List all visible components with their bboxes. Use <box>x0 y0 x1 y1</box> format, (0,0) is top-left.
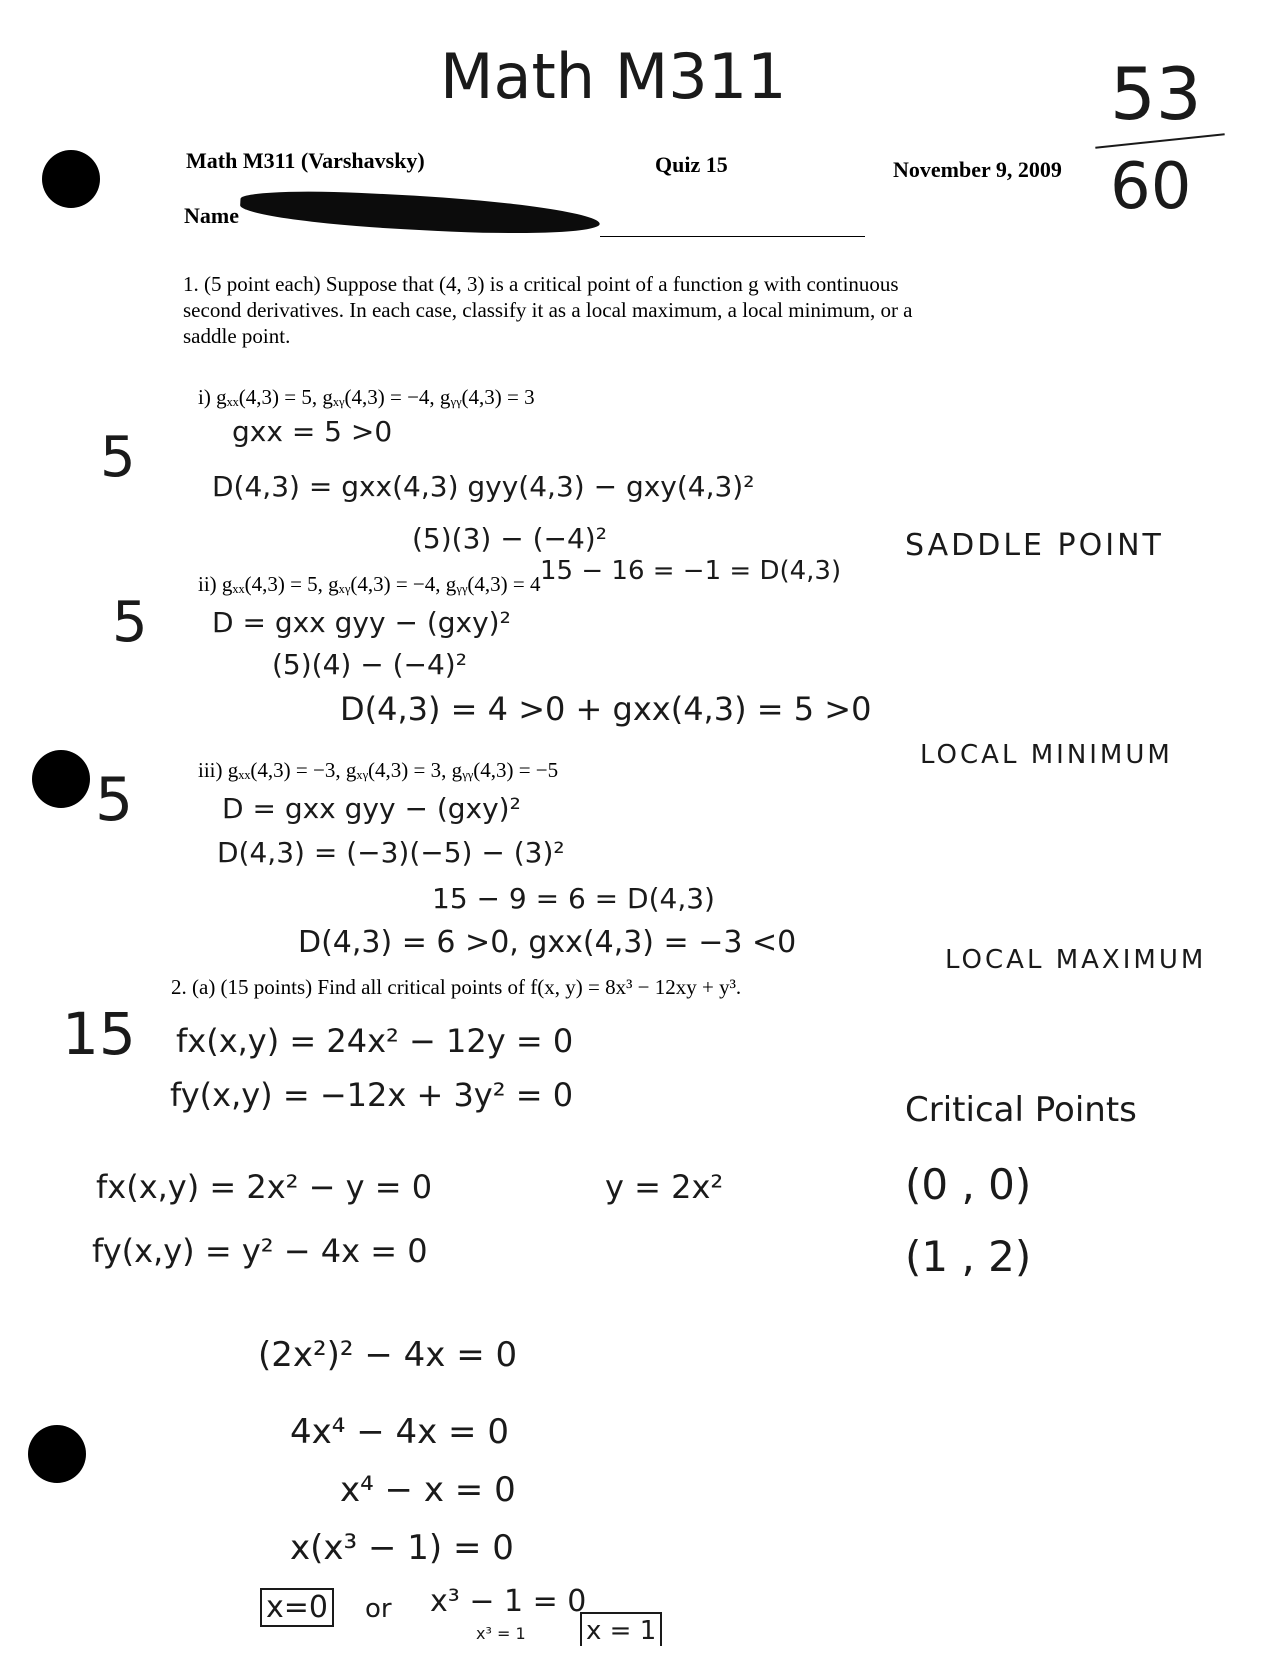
name-redaction <box>239 187 600 240</box>
q2-work-x-cubed: x³ = 1 <box>476 1624 526 1643</box>
score-total: 60 <box>1110 150 1192 224</box>
punch-hole-middle <box>32 750 90 808</box>
q1-part-ii-work-1: D = gxx gyy − (gxy)² <box>212 606 511 639</box>
name-line <box>600 236 865 237</box>
q1-part-ii-work-2: (5)(4) − (−4)² <box>272 648 467 681</box>
quiz-number: Quiz 15 <box>655 152 728 177</box>
punch-hole-top <box>42 150 100 208</box>
q1-prompt-line-3: saddle point. <box>183 324 291 348</box>
q1-part-i-work-3: (5)(3) − (−4)² <box>412 522 607 555</box>
q1-part-iii-work-4: D(4,3) = 6 >0, gxx(4,3) = −3 <0 <box>298 925 797 960</box>
q2-work-y-equals: y = 2x² <box>605 1168 724 1206</box>
q1-part-iii-answer: LOCAL MAXIMUM <box>945 945 1207 975</box>
q1-part-i-work-2: D(4,3) = gxx(4,3) gyy(4,3) − gxy(4,3)² <box>212 470 755 503</box>
q1-part-i-statement: i) gₓₓ(4,3) = 5, gₓᵧ(4,3) = −4, gᵧᵧ(4,3) = 3 <box>198 385 535 409</box>
q1-part-ii-statement: ii) gₓₓ(4,3) = 5, gₓᵧ(4,3) = −4, gᵧᵧ(4,3) = 4 <box>198 572 541 596</box>
handwritten-title: Math M311 <box>440 40 787 113</box>
q1-part-i-work-4: 15 − 16 = −1 = D(4,3) <box>540 556 842 586</box>
critical-point-2: (1 , 2) <box>905 1232 1032 1281</box>
q2-work-factor: x(x³ − 1) = 0 <box>290 1528 514 1568</box>
critical-points-label: Critical Points <box>905 1090 1137 1130</box>
course-title: Math M311 (Varshavsky) <box>186 148 425 173</box>
q2-work-fx-2: fx(x,y) = 2x² − y = 0 <box>96 1168 433 1206</box>
q2-work-simplify: x⁴ − x = 0 <box>340 1470 516 1510</box>
q1-part-ii-work-3: D(4,3) = 4 >0 + gxx(4,3) = 5 >0 <box>340 690 872 728</box>
q2-work-fy-2: fy(x,y) = y² − 4x = 0 <box>92 1232 428 1270</box>
q2-solution-x-zero: x=0 <box>260 1588 334 1627</box>
q2-solution-x-one: x = 1 <box>580 1612 662 1646</box>
q2-work-fx-1: fx(x,y) = 24x² − 12y = 0 <box>176 1022 574 1060</box>
q1-part-iii-work-2: D(4,3) = (−3)(−5) − (3)² <box>217 836 565 869</box>
q2-work-substitute: (2x²)² − 4x = 0 <box>258 1335 518 1375</box>
q1-part-i-work-1: gxx = 5 >0 <box>232 415 393 448</box>
score-earned: 53 <box>1110 52 1202 136</box>
q2-work-or: or <box>365 1594 392 1624</box>
q2-work-fy-1: fy(x,y) = −12x + 3y² = 0 <box>170 1076 574 1114</box>
q1-part-i-answer: SADDLE POINT <box>905 528 1164 563</box>
q2-score: 15 <box>62 1000 136 1068</box>
name-label: Name <box>184 203 239 228</box>
q1-part-iii-work-1: D = gxx gyy − (gxy)² <box>222 792 521 825</box>
q1-prompt-line-1: 1. (5 point each) Suppose that (4, 3) is a critical point of a function g with continuous <box>183 272 899 296</box>
q1-part-ii-answer: LOCAL MINIMUM <box>920 740 1173 770</box>
quiz-date: November 9, 2009 <box>893 157 1062 182</box>
q1-part-i-score: 5 <box>100 425 136 490</box>
q2-prompt: 2. (a) (15 points) Find all critical points of f(x, y) = 8x³ − 12xy + y³. <box>171 975 742 999</box>
q2-work-expand: 4x⁴ − 4x = 0 <box>290 1412 509 1452</box>
q1-part-ii-score: 5 <box>112 590 148 655</box>
q1-part-iii-statement: iii) gₓₓ(4,3) = −3, gₓᵧ(4,3) = 3, gᵧᵧ(4,3) = −5 <box>198 758 559 782</box>
q1-part-iii-score: 5 <box>95 765 134 835</box>
punch-hole-bottom <box>28 1425 86 1483</box>
critical-point-1: (0 , 0) <box>905 1160 1032 1209</box>
q1-prompt-line-2: second derivatives. In each case, classify it as a local maximum, a local minimum, or a <box>183 298 913 322</box>
q2-work-cubic: x³ − 1 = 0 <box>430 1584 587 1619</box>
q1-part-iii-work-3: 15 − 9 = 6 = D(4,3) <box>432 882 715 915</box>
